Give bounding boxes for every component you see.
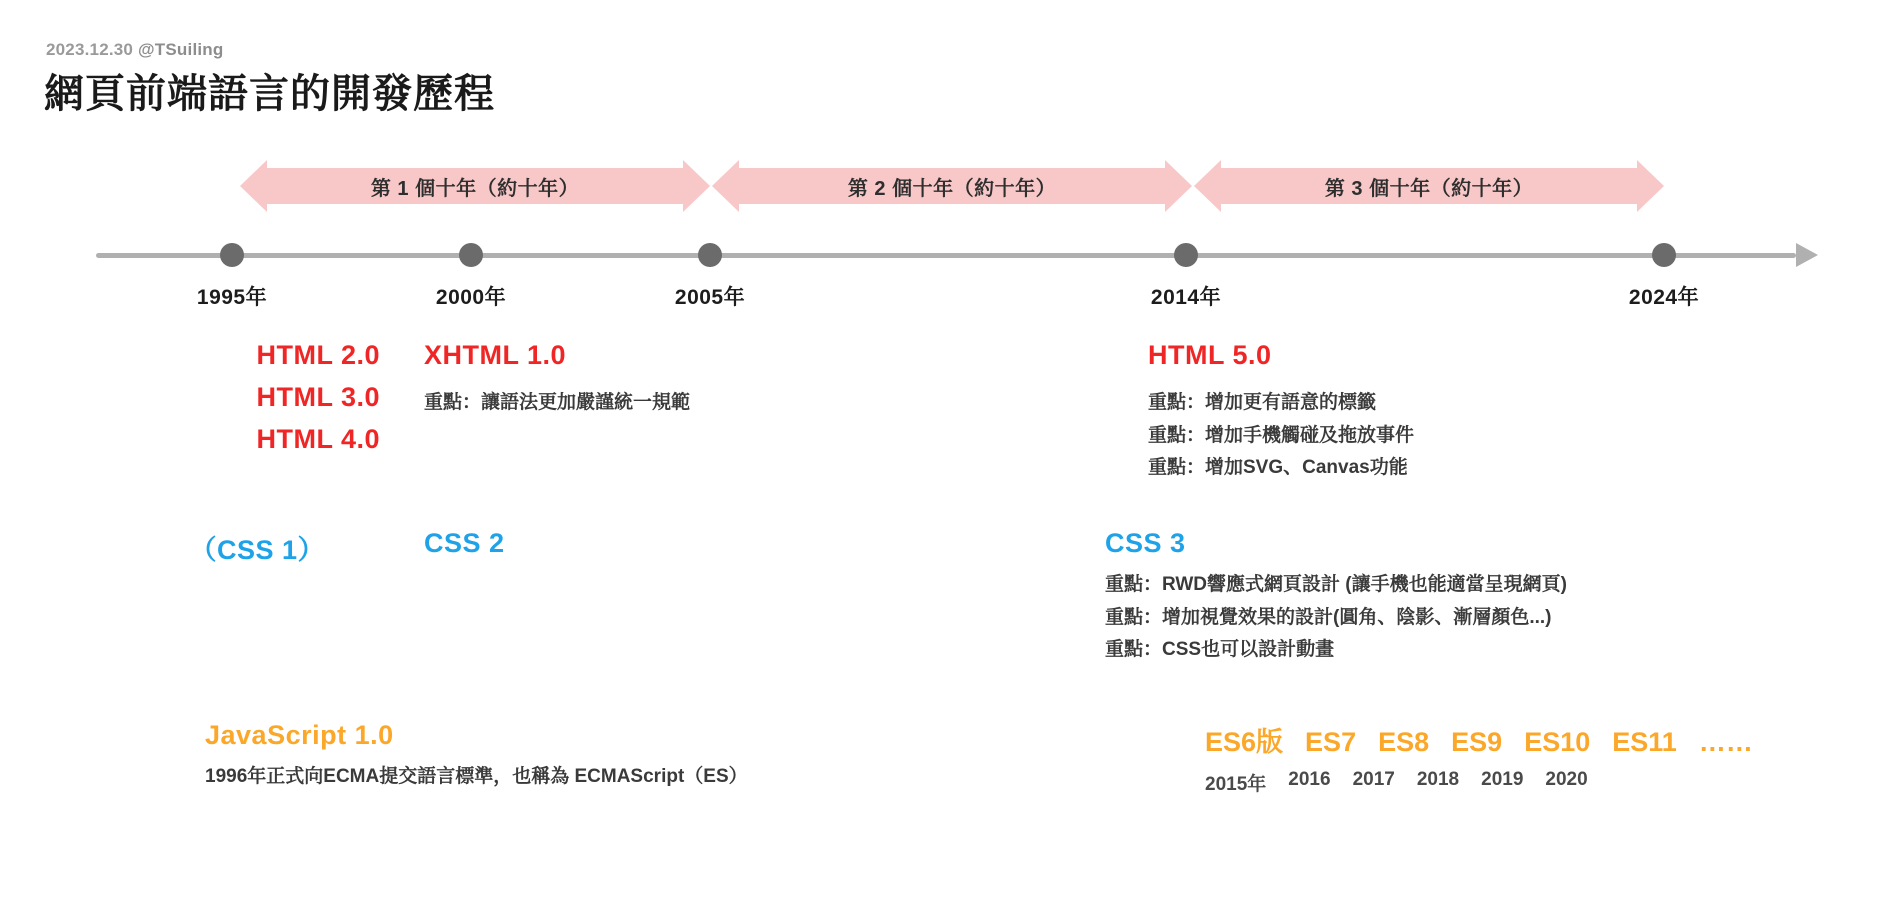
css3-detail-2: 重點：增加視覺效果的設計(圓角、陰影、漸層顏色...) (1105, 606, 1552, 628)
css3-detail-1: 重點：RWD響應式網頁設計 (讓手機也能適當呈現網頁) (1105, 574, 1567, 595)
es-version-more: …… (1698, 727, 1753, 757)
arrow-left-icon (240, 160, 267, 212)
es-year: 2016 (1288, 769, 1331, 790)
decade-label: 第 1 個十年（約十年） (370, 177, 580, 200)
es-version: ES8 (1378, 727, 1430, 757)
es-version: ES6版 (1205, 727, 1284, 757)
css3-detail-3: 重點：CSS也可以設計動畫 (1105, 639, 1335, 661)
axis-arrow-icon (1796, 243, 1818, 267)
html-version-3: HTML 4.0 (256, 423, 380, 454)
css-2014-group (1105, 528, 1567, 667)
arrow-left-icon (712, 160, 739, 212)
es-version: ES9 (1451, 727, 1503, 757)
html-2014-group (1148, 335, 1414, 485)
html5-title: HTML 5.0 (1148, 340, 1272, 370)
html-1995-group (0, 335, 380, 461)
css1-title: （CSS 1） (189, 535, 325, 565)
timeline-node-label: 2014年 (1150, 286, 1222, 309)
timeline-node-label: 2000年 (435, 286, 507, 309)
js-2000-group (205, 720, 748, 794)
es-year: 2015年 (1205, 774, 1267, 795)
timeline-node (1652, 243, 1676, 267)
css3-title: CSS 3 (1105, 528, 1186, 558)
javascript-detail-1: 1996年正式向ECMA提交語言標準，也稱為 ECMAScript（ES） (205, 766, 748, 787)
decade-band-1 (240, 160, 710, 212)
html-version-1: HTML 2.0 (256, 340, 380, 370)
es-year: 2020 (1545, 769, 1588, 790)
css2-title: CSS 2 (424, 528, 505, 558)
es-version: ES7 (1305, 727, 1357, 757)
css-1995-group (0, 528, 325, 567)
arrow-right-icon (1637, 160, 1664, 212)
timeline-node (698, 243, 722, 267)
timeline-node (1174, 243, 1198, 267)
decade-label: 第 2 個十年（約十年） (847, 177, 1057, 200)
timeline-node-label: 2024年 (1628, 286, 1700, 309)
meta-date: 2023.12.30 (46, 40, 134, 59)
es-version-row (1205, 720, 1753, 759)
page-title: 網頁前端語言的開發歷程 (44, 72, 495, 116)
es-version: ES10 (1524, 727, 1591, 757)
arrow-left-icon (1194, 160, 1221, 212)
arrow-right-icon (1165, 160, 1192, 212)
timeline-node (220, 243, 244, 267)
decade-band-3 (1194, 160, 1664, 212)
xhtml-title: XHTML 1.0 (424, 340, 567, 370)
html5-detail-1: 重點：增加更有語意的標籤 (1148, 391, 1377, 413)
decade-bars (0, 160, 1900, 216)
es-year: 2018 (1416, 769, 1460, 790)
timeline-axis (96, 253, 1796, 258)
decade-label: 第 3 個十年（約十年） (1324, 177, 1534, 200)
css-2000-group (424, 528, 505, 559)
javascript-title: JavaScript 1.0 (205, 720, 394, 750)
es-year: 2019 (1481, 769, 1524, 790)
html-2000-group (424, 335, 690, 420)
timeline-node (459, 243, 483, 267)
html-version-2: HTML 3.0 (256, 381, 380, 412)
decade-band-2 (712, 160, 1192, 212)
html5-detail-3: 重點：增加SVG、Canvas功能 (1148, 457, 1408, 479)
js-2014-group (1205, 720, 1753, 796)
meta-line (46, 40, 223, 60)
es-year: 2017 (1352, 769, 1395, 790)
es-year-row (1205, 769, 1753, 796)
meta-handle: @TSuiling (138, 40, 224, 59)
es-version: ES11 (1612, 727, 1677, 757)
arrow-right-icon (683, 160, 710, 212)
timeline-node-label: 1995年 (196, 286, 268, 309)
timeline-node-label: 2005年 (674, 286, 746, 309)
xhtml-detail-1: 重點：讓語法更加嚴謹統一規範 (424, 391, 691, 413)
html5-detail-2: 重點：增加手機觸碰及拖放事件 (1148, 424, 1415, 446)
